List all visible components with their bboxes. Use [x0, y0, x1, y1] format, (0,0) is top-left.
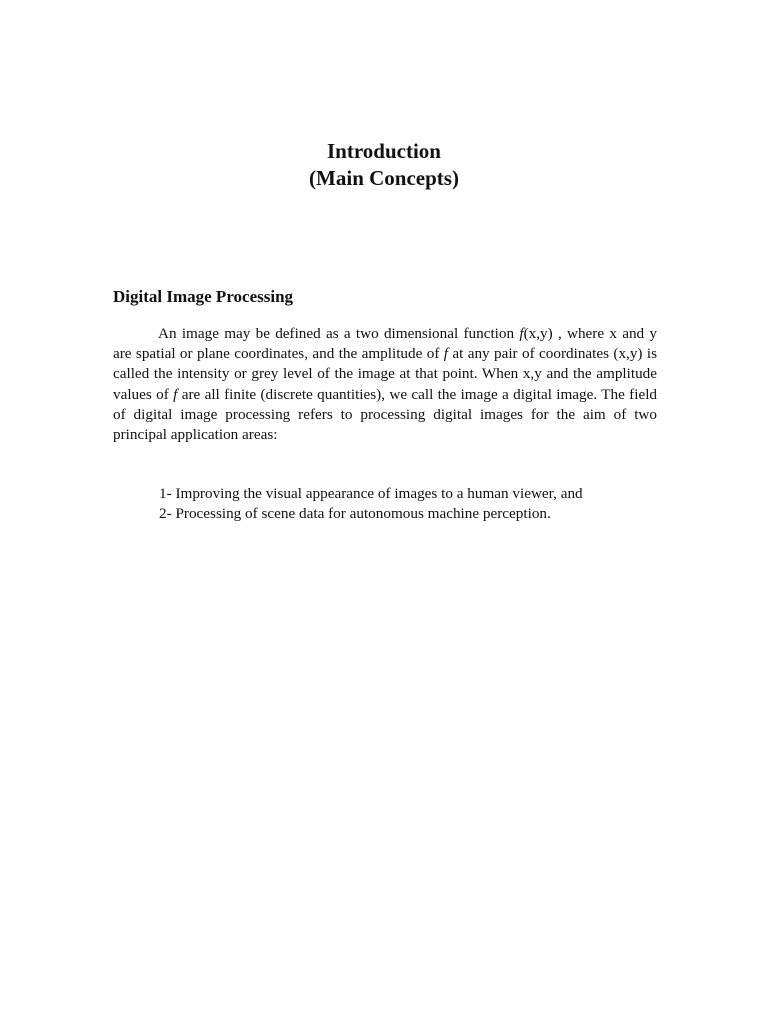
- page-title: [0, 138, 768, 192]
- list-item: 1- Improving the visual appearance of images to a human viewer, and: [159, 485, 583, 502]
- paragraph-text-4: are all finite (discrete quantities), we call the image a digital image. The field of digital image processing refers to processing digital images for the aim of two principal application areas:: [113, 385, 658, 444]
- body-paragraph: [113, 324, 657, 445]
- paragraph-text-3: at any pair of coordinates (x,y) is called the intensity or grey level of the image at that point. When x,y and the amplitude values of: [113, 345, 657, 403]
- paragraph-text-2: (x,y) , where x and y are spatial or plane coordinates, and the amplitude of: [113, 325, 657, 363]
- title-line-introduction: Introduction: [327, 139, 441, 163]
- paragraph-text-1: An image may be defined as a two dimensional function: [158, 325, 520, 342]
- function-symbol-f: f: [443, 345, 448, 363]
- function-symbol-f: f: [173, 385, 178, 403]
- application-areas-list: [159, 484, 583, 524]
- list-item: 2- Processing of scene data for autonomous machine perception.: [159, 505, 551, 522]
- function-symbol-f: f: [519, 325, 524, 342]
- section-heading: Digital Image Processing: [113, 287, 294, 306]
- title-line-main-concepts: (Main Concepts): [309, 166, 459, 190]
